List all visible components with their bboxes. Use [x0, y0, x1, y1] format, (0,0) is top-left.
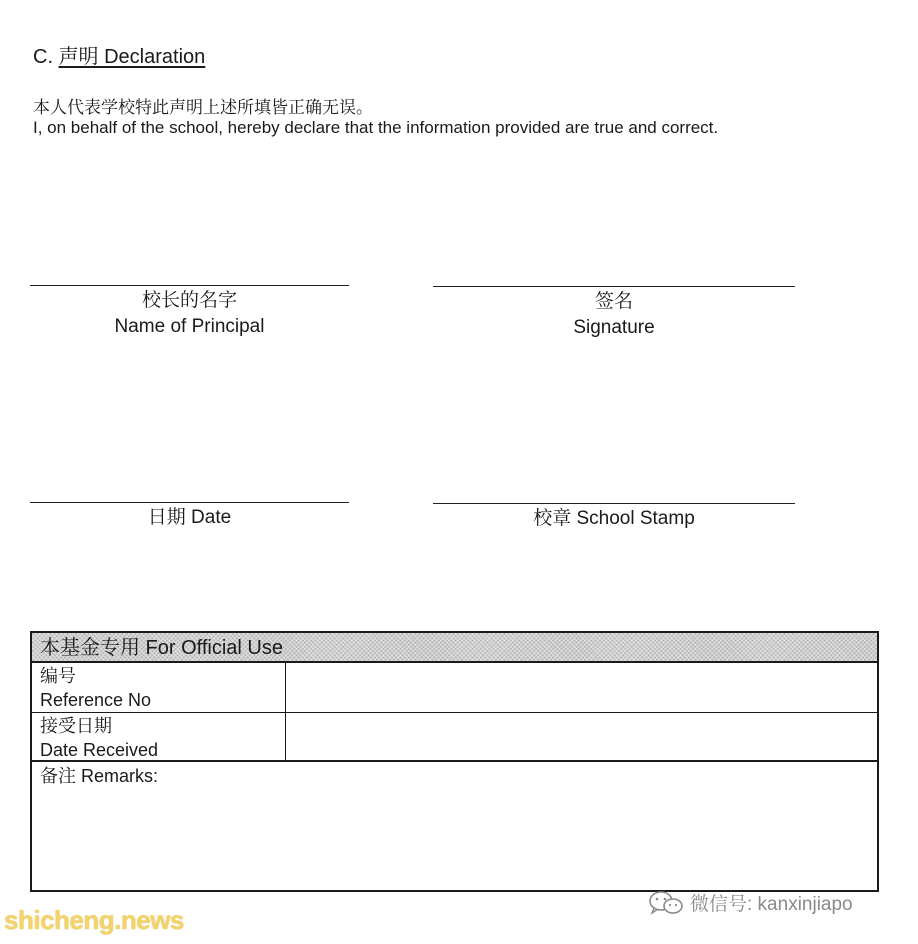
- reference-label-zh: 编号: [40, 666, 76, 686]
- date-line[interactable]: [30, 502, 349, 503]
- official-use-box: [30, 631, 879, 892]
- date-received-label: [40, 714, 158, 762]
- signature-label-en: Signature: [573, 317, 655, 338]
- principal-name-line[interactable]: [30, 285, 349, 286]
- signature-line[interactable]: [433, 286, 795, 287]
- date-label: 日期 Date: [147, 507, 232, 528]
- reference-row: [32, 663, 877, 713]
- wechat-icon: [648, 890, 684, 916]
- reference-label-en: Reference No: [40, 690, 152, 710]
- section-heading: [33, 40, 205, 69]
- date-received-divider: [285, 713, 286, 760]
- date-received-label-en: Date Received: [40, 740, 159, 760]
- declaration-text-en: I, on behalf of the school, hereby declare that the information provided are true and correct.: [33, 118, 719, 137]
- watermark-shicheng: shicheng.news: [4, 905, 184, 935]
- principal-name-label-en: Name of Principal: [114, 316, 265, 337]
- remarks-label: 备注 Remarks:: [40, 766, 159, 786]
- official-use-header: 本基金专用 For Official Use: [32, 633, 877, 663]
- school-stamp-label: 校章 School Stamp: [533, 508, 695, 529]
- principal-name-label: [30, 288, 349, 340]
- section-title: 声明 Declaration: [58, 46, 206, 68]
- watermark-wechat: [648, 889, 853, 916]
- declaration-text-zh: 本人代表学校特此声明上述所填皆正确无误。: [33, 98, 373, 117]
- signature-label: [433, 289, 795, 341]
- date-received-value-field[interactable]: [292, 713, 877, 760]
- wechat-id-text: 微信号: kanxinjiapo: [690, 894, 853, 915]
- principal-name-label-zh: 校长的名字: [141, 290, 237, 311]
- section-letter: C.: [33, 46, 53, 68]
- reference-value-field[interactable]: [292, 663, 877, 712]
- reference-divider: [285, 663, 286, 712]
- date-received-label-zh: 接受日期: [40, 716, 112, 736]
- school-stamp-line[interactable]: [433, 503, 795, 504]
- signature-label-zh: 签名: [594, 291, 633, 312]
- remarks-value-field[interactable]: [40, 793, 869, 884]
- reference-label: [40, 664, 151, 712]
- date-received-row: [32, 713, 877, 762]
